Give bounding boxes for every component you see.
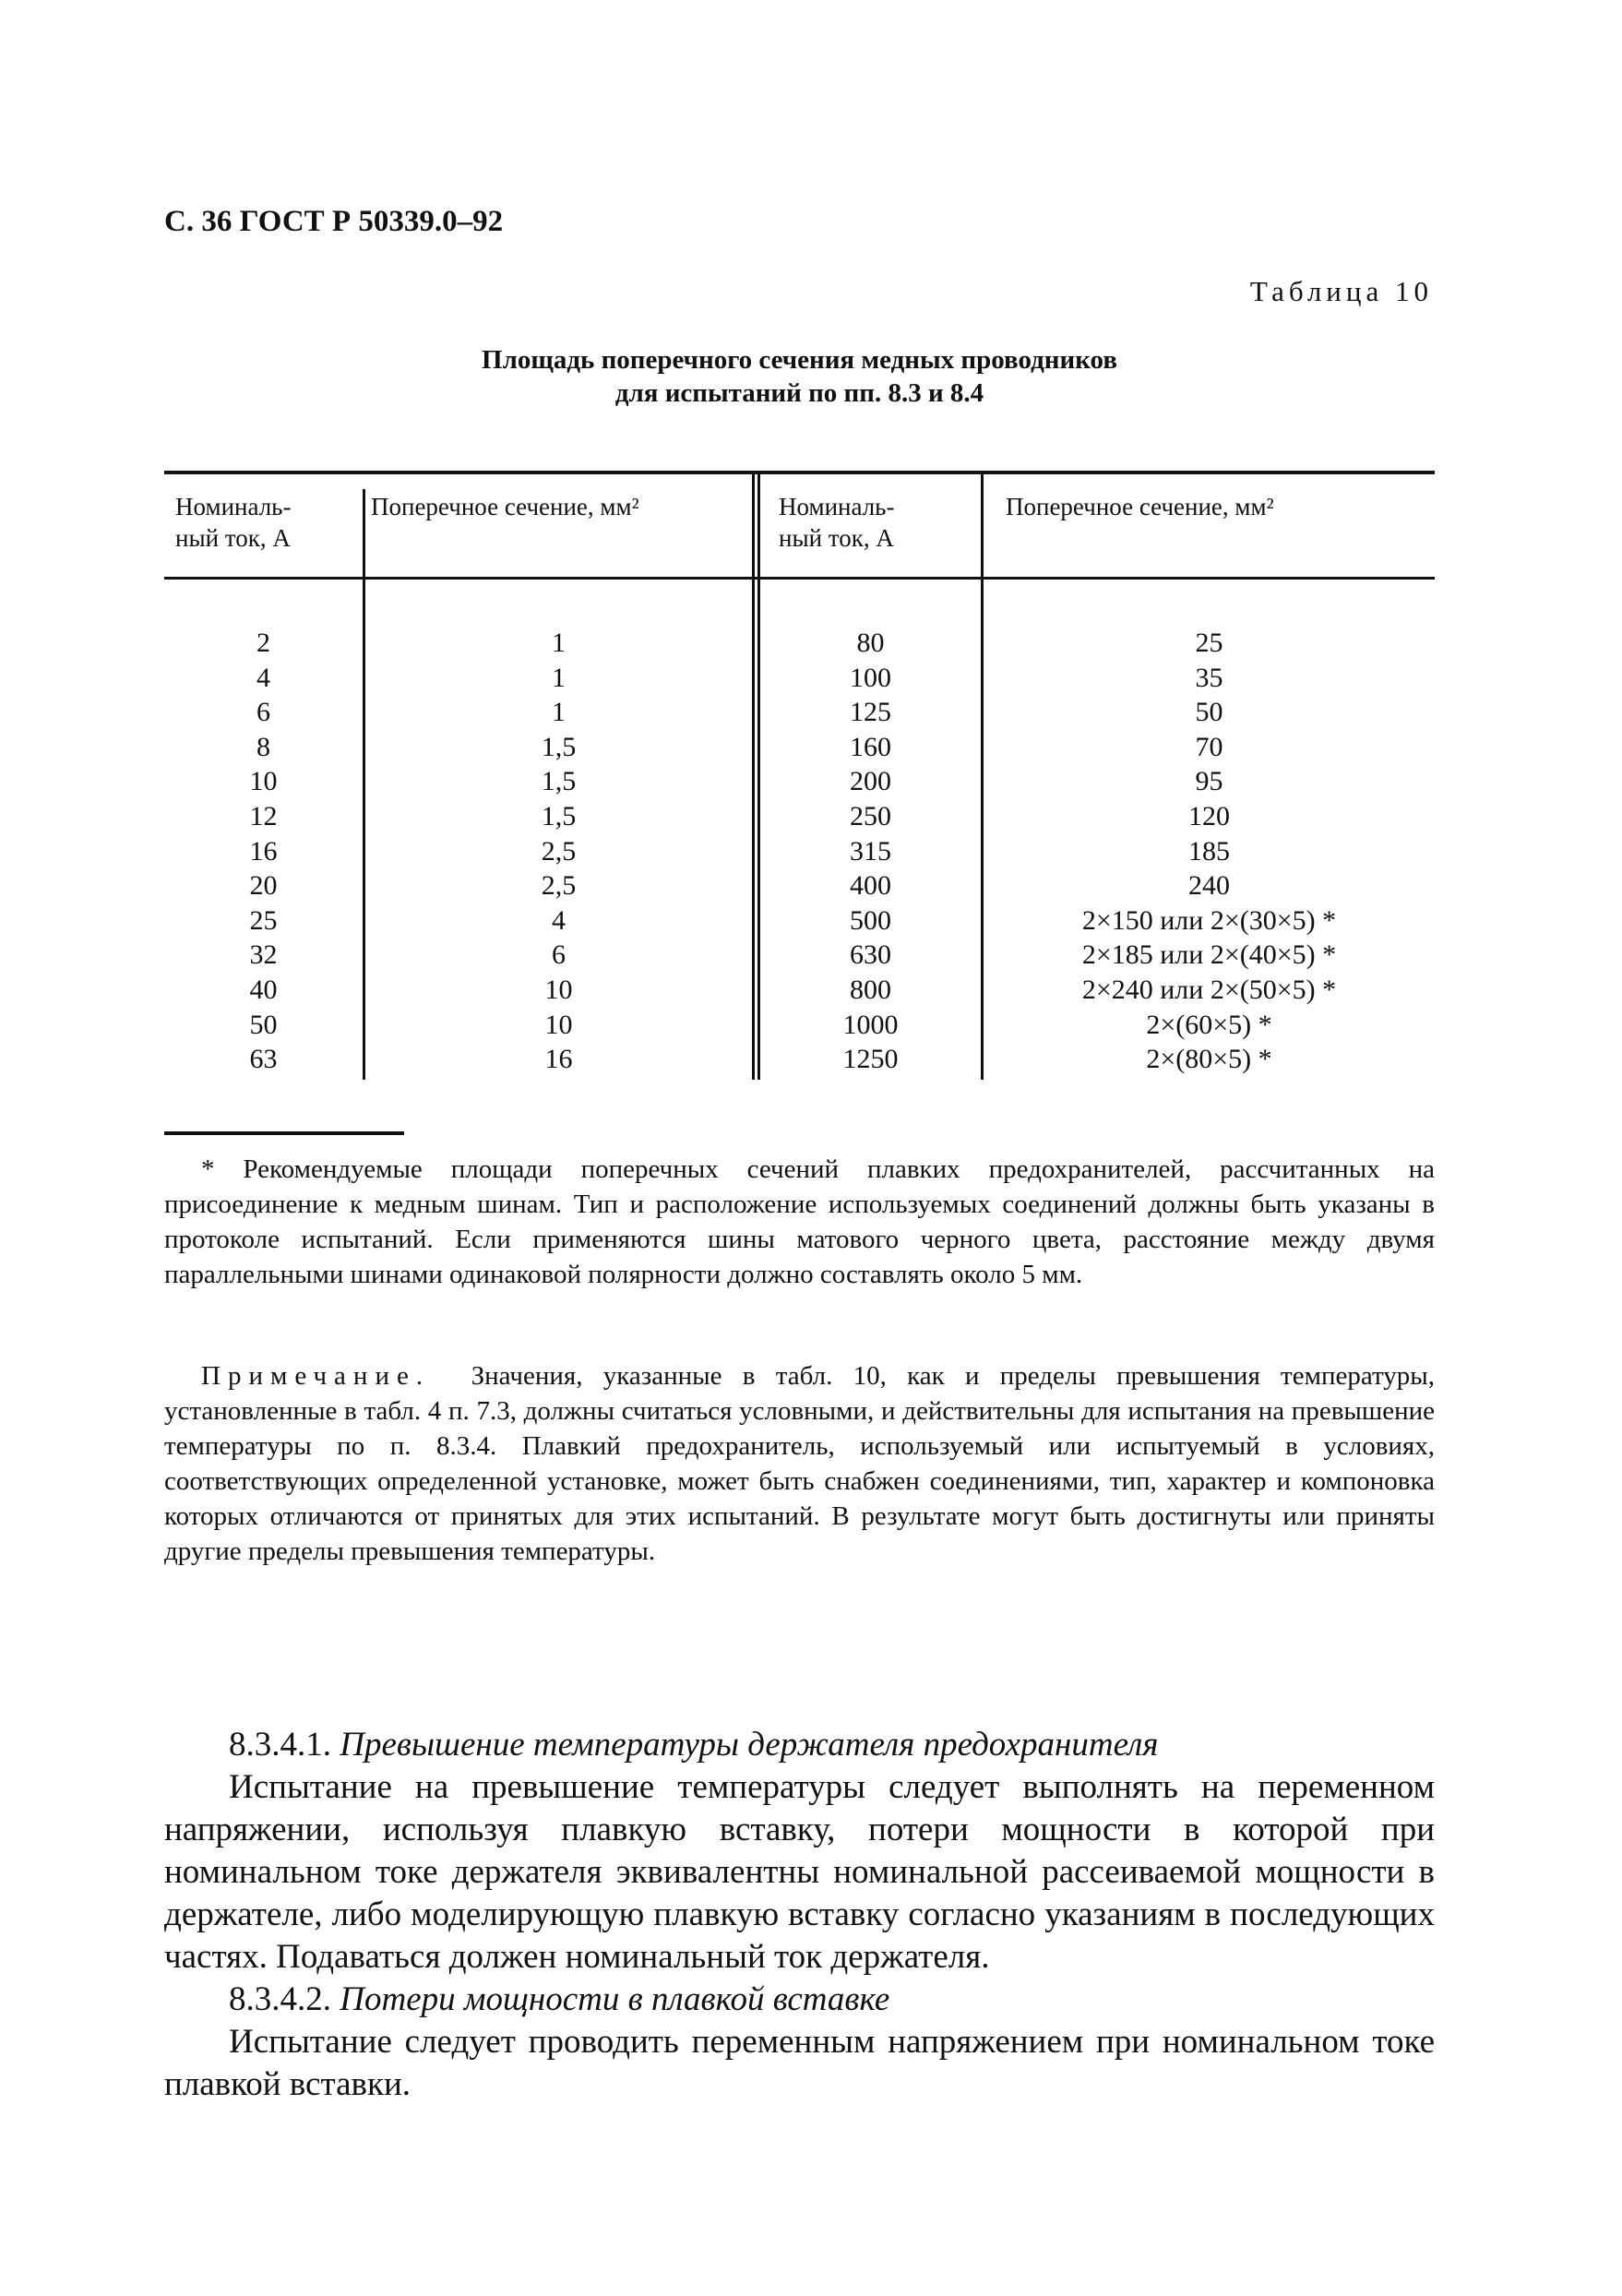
table-number: Таблица 10 [1249, 275, 1433, 307]
table-cell: 6 [552, 939, 566, 971]
table-cell: 10 [249, 766, 278, 797]
table-cell: 2 [256, 628, 270, 658]
table-cell: 16 [544, 1044, 573, 1075]
table-cell: 2×185 или 2×(40×5) * [1081, 939, 1337, 971]
table-title-line: для испытаний по пп. 8.3 и 8.4 [614, 378, 984, 408]
section-heading [164, 1724, 1435, 1766]
table-cell: 120 [1188, 800, 1230, 831]
section-number: 8.3.4.1. [229, 1726, 331, 1764]
header-cell-section-1: Поперечное сечение, мм² [371, 493, 639, 520]
table-cell: 70 [1195, 731, 1223, 762]
table-cell: 1250 [842, 1044, 899, 1075]
section-title: Превышение температуры держателя предохранителя [340, 1726, 1159, 1764]
table-cell: 185 [1188, 835, 1230, 867]
table-cell: 6 [256, 697, 270, 728]
table-cell: 1 [552, 697, 566, 728]
table-cell: 250 [850, 800, 891, 831]
table-cell: 2×240 или 2×(50×5) * [1081, 974, 1337, 1005]
table-cell: 12 [249, 800, 278, 831]
table-cell: 315 [850, 835, 891, 867]
table-cell: 20 [249, 870, 278, 902]
header-cell-section-2: Поперечное сечение, мм² [1006, 493, 1274, 520]
table-cell: 2×(60×5) * [1146, 1009, 1272, 1040]
header-line: ный ток, А [779, 524, 894, 552]
table-cell: 32 [249, 939, 278, 971]
column-divider [752, 474, 755, 1080]
table-cell: 4 [256, 662, 270, 693]
table-cell: 4 [552, 904, 566, 936]
note-text: Значения, указанные в табл. 10, как и пределы превышения температуры, установленные в табл. 4 п. 7.3, должны считаться условными, и действительны для испытания на превышение температуры по п. 8.3.4. Плавкий предохранитель, используемый или испытуемый в условиях, соответствующих определенной установке, может быть снабжен соединениями, тип, характер и компоновка которых отличаются от принятых для этих испытаний. В результате могут быть достигнуты или приняты другие пределы превышения температуры. [164, 1361, 1435, 1566]
table-cell: 10 [544, 1009, 573, 1040]
header-line: Номиналь- [779, 493, 895, 520]
section-text: Испытание следует проводить переменным напряжением при номинальном токе плавкой вставки. [164, 2023, 1435, 2103]
table-cell: 50 [1195, 697, 1223, 728]
table-cell: 240 [1188, 870, 1230, 902]
column-section-2 [984, 626, 1435, 1077]
table-cell: 200 [850, 766, 891, 797]
table-cell: 63 [249, 1044, 278, 1075]
table-title [164, 343, 1435, 410]
header-rule [164, 577, 1435, 580]
sections [164, 1724, 1435, 2106]
section-number: 8.3.4.2. [229, 1980, 331, 2018]
section-heading [164, 1979, 1435, 2021]
page-header: С. 36 ГОСТ Р 50339.0–92 [164, 205, 504, 238]
table-cell: 2×150 или 2×(30×5) * [1081, 904, 1337, 936]
note [164, 1358, 1435, 1569]
table-cell: 500 [850, 904, 891, 936]
table-cell: 1000 [842, 1009, 899, 1040]
table-cell: 800 [850, 974, 891, 1005]
footnote: * Рекомендуемые площади поперечных сечений плавких предохранителей, рассчитанных на присоединение к медным шинам. Тип и расположение используемых соединений должны быть указаны в протоколе испытаний. Если применяются шины матового черного цвета, расстояние между двумя параллельными шинами одинаковой полярности должно составлять около 5 мм. [164, 1154, 1435, 1289]
table-cell: 100 [850, 662, 891, 693]
header-cell-current-1 [175, 491, 291, 554]
table-cell: 50 [249, 1009, 278, 1040]
table-cell: 1,5 [541, 766, 577, 797]
note-label: Примечание. [201, 1361, 431, 1391]
table-cell: 1,5 [541, 800, 577, 831]
table-cell: 1 [552, 662, 566, 693]
table-cell: 125 [850, 697, 891, 728]
table-cell: 35 [1195, 662, 1223, 693]
table-cell: 400 [850, 870, 891, 902]
table-cell: 25 [249, 904, 278, 936]
column-section-1 [365, 626, 752, 1077]
data-table [164, 471, 1435, 1080]
column-current-1 [164, 626, 363, 1077]
table-cell: 630 [850, 939, 891, 971]
table-cell: 25 [1195, 628, 1223, 658]
header-cell-current-2 [779, 491, 894, 554]
header-line: ный ток, А [175, 524, 291, 552]
table-cell: 8 [256, 731, 270, 762]
table-cell: 2×(80×5) * [1146, 1044, 1272, 1075]
table-cell: 1 [552, 628, 566, 658]
table-cell: 2,5 [541, 870, 577, 902]
table-cell: 80 [856, 628, 885, 658]
footnote-rule [164, 1131, 404, 1135]
table-cell: 95 [1195, 766, 1223, 797]
table-cell: 1,5 [541, 731, 577, 762]
table-cell: 40 [249, 974, 278, 1005]
header-line: Номиналь- [175, 493, 292, 520]
section-text: Испытание на превышение температуры следует выполнять на переменном напряжении, используя плавкую вставку, потери мощности в которой при номинальном токе держателя эквивалентны номинальной рассеиваемой мощности в держателе, либо моделирующую плавкую вставку согласно указаниям в последующих частях. Подаваться должен номинальный ток держателя. [164, 1768, 1435, 1976]
table-cell: 16 [249, 835, 278, 867]
table-top-rule [164, 471, 1435, 474]
table-cell: 2,5 [541, 835, 577, 867]
table-cell: 10 [544, 974, 573, 1005]
section-title: Потери мощности в плавкой вставке [340, 1980, 890, 2018]
table-title-line: Площадь поперечного сечения медных проводников [482, 345, 1117, 375]
table-cell: 160 [850, 731, 891, 762]
column-current-2 [760, 626, 981, 1077]
